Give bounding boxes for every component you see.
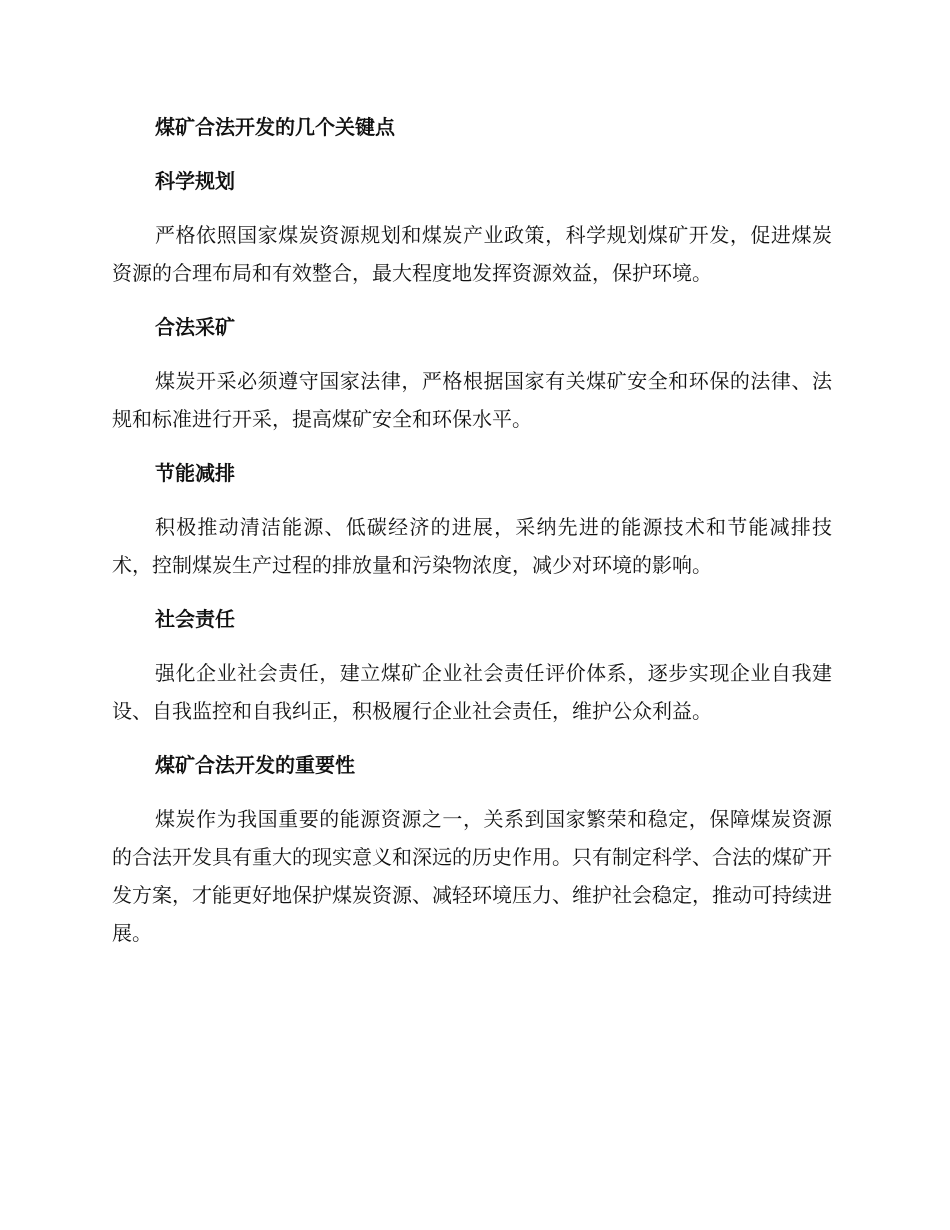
section-heading-energy-saving: 节能减排 bbox=[155, 461, 235, 485]
importance-heading: 煤矿合法开发的重要性 bbox=[155, 753, 355, 777]
document-content bbox=[112, 108, 832, 968]
section-text-energy-saving: 积极推动清洁能源、低碳经济的进展，采纳先进的能源技术和节能减排技术，控制煤炭生产过程的排放量和污染物浓度，减少对环境的影响。 bbox=[112, 515, 832, 577]
section-heading-legal-mining: 合法采矿 bbox=[155, 315, 235, 339]
section-heading-planning: 科学规划 bbox=[155, 169, 235, 193]
main-title: 煤矿合法开发的几个关键点 bbox=[155, 115, 395, 139]
section-text-social-responsibility: 强化企业社会责任，建立煤矿企业社会责任评价体系，逐步实现企业自我建设、自我监控和自我纠正，积极履行企业社会责任，维护公众利益。 bbox=[112, 661, 832, 723]
section-text-planning: 严格依照国家煤炭资源规划和煤炭产业政策，科学规划煤矿开发，促进煤炭资源的合理布局和有效整合，最大程度地发挥资源效益，保护环境。 bbox=[112, 223, 832, 285]
importance-text: 煤炭作为我国重要的能源资源之一，关系到国家繁荣和稳定，保障煤炭资源的合法开发具有重大的现实意义和深远的历史作用。只有制定科学、合法的煤矿开发方案，才能更好地保护煤炭资源、减轻环境压力、维护社会稳定，推动可持续进展。 bbox=[112, 807, 832, 945]
section-heading-social-responsibility: 社会责任 bbox=[155, 607, 235, 631]
section-text-legal-mining: 煤炭开采必须遵守国家法律，严格根据国家有关煤矿安全和环保的法律、法规和标准进行开采，提高煤矿安全和环保水平。 bbox=[112, 369, 832, 431]
